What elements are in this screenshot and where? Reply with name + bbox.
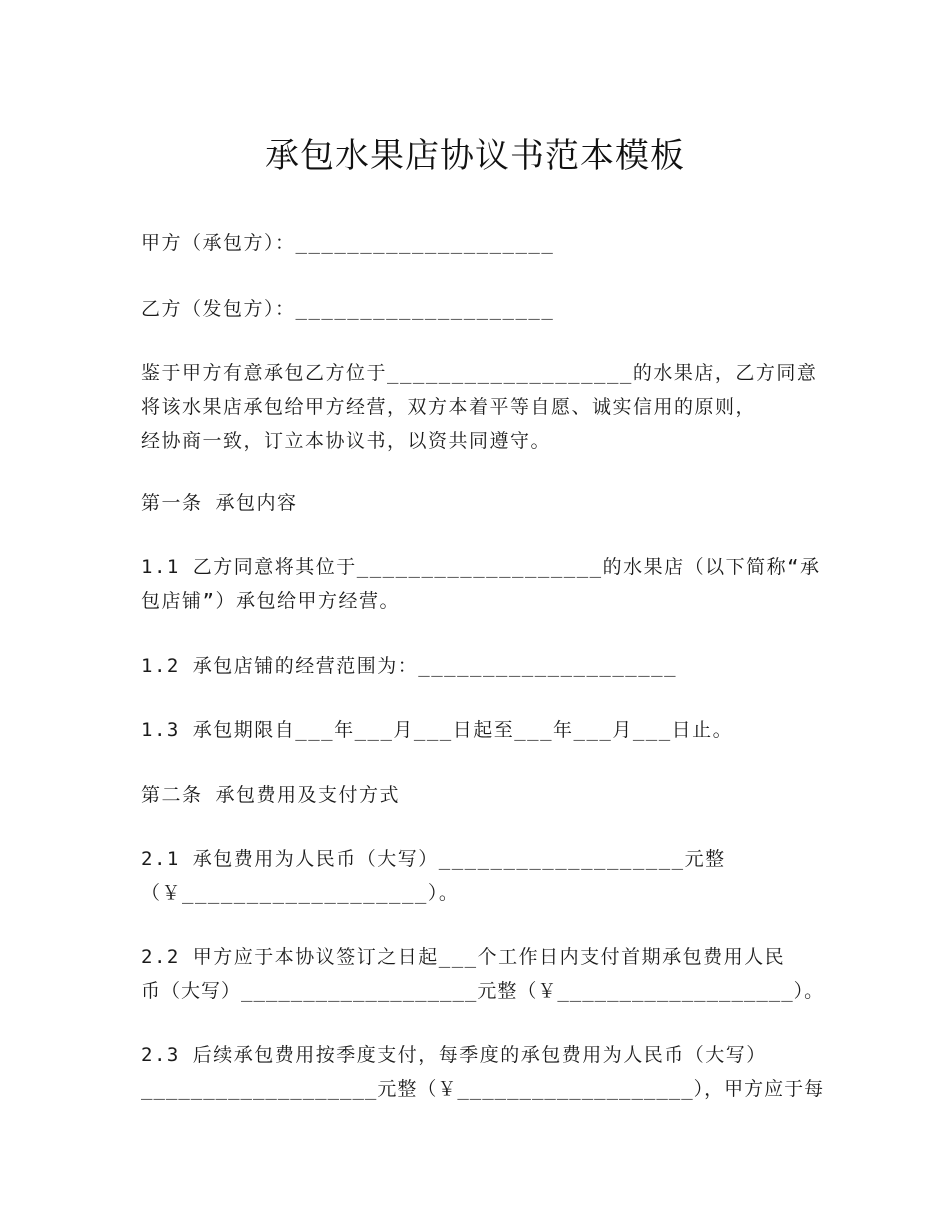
clause-2-3-line-2: ___________________元整（￥___________________），甲方应于每 [141, 1078, 825, 1100]
article-1-heading: 第一条 承包内容 [141, 492, 298, 514]
party-b-line: 乙方（发包方）：____________________ [141, 298, 555, 320]
clause-1-3: 1.3 承包期限自___年___月___日起至___年___月___日止。 [141, 719, 734, 741]
clause-2-1-line-2: （￥___________________）。 [141, 882, 460, 904]
clause-1-1-line-1: 1.1 乙方同意将其位于___________________的水果店（以下简称“承 [141, 556, 821, 578]
clause-2-3-line-1: 2.3 后续承包费用按季度支付，每季度的承包费用为人民币（大写） [141, 1044, 767, 1066]
preamble-line-1: 鉴于甲方有意承包乙方位于___________________的水果店，乙方同意 [141, 362, 818, 384]
clause-2-2-line-2: 币（大写）___________________元整（￥___________________）。 [141, 980, 825, 1002]
article-2-heading: 第二条 承包费用及支付方式 [141, 784, 400, 806]
party-a-line: 甲方（承包方）：____________________ [141, 232, 555, 254]
preamble-line-2: 将该水果店承包给甲方经营，双方本着平等自愿、诚实信用的原则， [141, 396, 757, 418]
clause-1-1-line-2: 包店铺”）承包给甲方经营。 [141, 590, 400, 612]
preamble-line-3: 经协商一致，订立本协议书，以资共同遵守。 [141, 430, 552, 452]
document-title: 承包水果店协议书范本模板 [265, 136, 685, 176]
clause-1-2: 1.2 承包店铺的经营范围为：____________________ [141, 655, 678, 677]
clause-2-1-line-1: 2.1 承包费用为人民币（大写）___________________元整 [141, 848, 726, 870]
clause-2-2-line-1: 2.2 甲方应于本协议签订之日起___个工作日内支付首期承包费用人民 [141, 946, 786, 968]
